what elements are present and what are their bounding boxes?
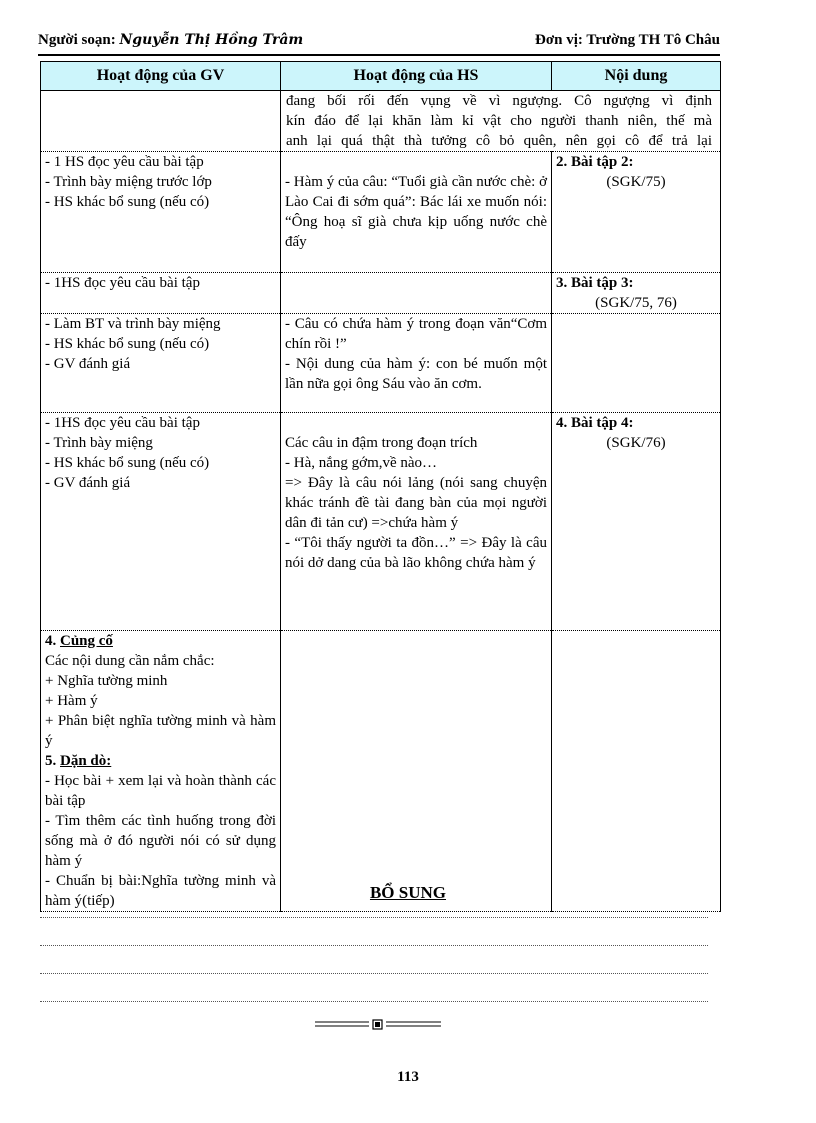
text-paragraph: - Tìm thêm các tình huống trong đời sống mà ở đó người nói có sử dụng hàm ý bbox=[45, 813, 276, 869]
table-row bbox=[41, 413, 721, 631]
text-line: đang bối rối đến vụng về vì ngượng. Cô ngượng vì định bbox=[286, 93, 712, 109]
cell-hs bbox=[281, 273, 552, 314]
table-row bbox=[41, 152, 721, 273]
text-paragraph: Các câu in đậm trong đoạn trích bbox=[285, 435, 478, 451]
exercise-ref: (SGK/75) bbox=[606, 174, 666, 190]
text-line: anh lại quá thật thà tưởng cô bỏ quên, nên gọi cô để trả lại bbox=[286, 133, 712, 149]
text-paragraph: + Nghĩa tường minh bbox=[45, 673, 168, 689]
text-paragraph: - Chuẩn bị bài:Nghĩa tường minh và hàm ý(tiếp) bbox=[45, 873, 276, 909]
cell-gv bbox=[41, 314, 281, 413]
cell-noidung bbox=[552, 314, 721, 413]
table-header-row bbox=[41, 62, 721, 91]
dotted-line bbox=[40, 973, 708, 974]
column-header-gv: Hoạt động của GV bbox=[41, 62, 281, 91]
page-header bbox=[38, 30, 720, 52]
author-name: Nguyễn Thị Hồng Trâm bbox=[119, 32, 304, 48]
supplement-title: BỔ SUNG bbox=[369, 883, 447, 902]
unit: Đơn vị: Trường TH Tô Châu bbox=[535, 32, 720, 48]
exercise-title: 4. Bài tập 4: bbox=[556, 415, 634, 431]
column-header-hs: Hoạt động của HS bbox=[281, 62, 552, 91]
table-row bbox=[41, 91, 721, 152]
text-paragraph: - Câu có chứa hàm ý trong đoạn văn“Cơm chín rồi !” bbox=[285, 316, 547, 352]
text-line: - HS khác bổ sung (nếu có) bbox=[45, 336, 210, 352]
text-line: - Trình bày miệng bbox=[45, 435, 153, 451]
cell-gv bbox=[41, 152, 281, 273]
cell-gv bbox=[41, 631, 281, 912]
text-paragraph: Các nội dung cần nắm chắc: bbox=[45, 653, 215, 669]
section-heading bbox=[45, 631, 276, 651]
author bbox=[38, 32, 303, 49]
text-line: - Làm BT và trình bày miệng bbox=[45, 316, 221, 332]
dotted-line bbox=[40, 945, 708, 946]
exercise-title: 3. Bài tập 3: bbox=[556, 275, 634, 291]
cell-noidung bbox=[552, 273, 721, 314]
author-label: Người soạn: bbox=[38, 32, 116, 48]
cell-gv bbox=[41, 91, 281, 152]
text-line: - GV đánh giá bbox=[45, 356, 131, 372]
dotted-line bbox=[40, 917, 708, 918]
text-paragraph: - Học bài + xem lại và hoàn thành các bài tập bbox=[45, 773, 276, 809]
text-paragraph: - Nội dung của hàm ý: con bé muốn một lần nữa gọi ông Sáu vào ăn cơm. bbox=[285, 356, 547, 392]
cell-hs bbox=[281, 314, 552, 413]
table-row bbox=[41, 273, 721, 314]
section-heading bbox=[45, 751, 276, 771]
ornament-divider-icon bbox=[313, 1017, 443, 1031]
table-row bbox=[41, 314, 721, 413]
text-line: - GV đánh giá bbox=[45, 475, 131, 491]
text-paragraph: - Hàm ý của câu: “Tuổi già cần nước chè: ở Lào Cai đi sớm quá”: Bác lái xe muốn nói: “Ông hoạ sĩ già chưa kịp uống nước chè đấy bbox=[285, 174, 547, 250]
text-line: - Trình bày miệng trước lớp bbox=[45, 174, 212, 190]
cell-hs-continued bbox=[281, 91, 721, 152]
cell-gv bbox=[41, 273, 281, 314]
cell-hs bbox=[281, 631, 552, 912]
section-title: Củng cố bbox=[60, 633, 113, 649]
table-row bbox=[41, 631, 721, 912]
text-line: - 1 HS đọc yêu cầu bài tập bbox=[45, 154, 204, 170]
column-header-noidung: Nội dung bbox=[552, 62, 721, 91]
header-rule bbox=[38, 54, 720, 56]
exercise-title: 2. Bài tập 2: bbox=[556, 154, 634, 170]
exercise-ref: (SGK/75, 76) bbox=[595, 295, 677, 311]
cell-noidung bbox=[552, 631, 721, 912]
text-paragraph: => Đây là câu nói lảng (nói sang chuyện khác tránh đề tài đang bàn của mọi người dân đi tản cư) =>chứa hàm ý bbox=[285, 475, 547, 531]
cell-hs bbox=[281, 413, 552, 631]
text-line: - 1HS đọc yêu cầu bài tập bbox=[45, 275, 200, 291]
exercise-ref: (SGK/76) bbox=[606, 435, 666, 451]
section-number: 4. bbox=[45, 633, 57, 649]
text-paragraph: - “Tôi thấy người ta đồn…” => Đây là câu nói dở dang của bà lão không chứa hàm ý bbox=[285, 535, 547, 571]
cell-noidung bbox=[552, 152, 721, 273]
cell-noidung bbox=[552, 413, 721, 631]
section-number: 5. bbox=[45, 753, 57, 769]
dotted-line bbox=[40, 1001, 708, 1002]
section-title: Dặn dò: bbox=[60, 753, 112, 769]
cell-gv bbox=[41, 413, 281, 631]
text-line: - HS khác bổ sung (nếu có) bbox=[45, 194, 210, 210]
cell-hs bbox=[281, 152, 552, 273]
text-line: - 1HS đọc yêu cầu bài tập bbox=[45, 415, 200, 431]
page-number: 113 bbox=[397, 1069, 419, 1085]
text-line: - HS khác bổ sung (nếu có) bbox=[45, 455, 210, 471]
text-paragraph: + Phân biệt nghĩa tường minh và hàm ý bbox=[45, 713, 276, 749]
lesson-table bbox=[40, 61, 721, 912]
text-paragraph: - Hà, nắng gớm,về nào… bbox=[285, 455, 438, 471]
text-line: kín đáo để lại khăn làm kỉ vật cho người thanh niên, thế mà bbox=[286, 113, 712, 129]
text-paragraph: + Hàm ý bbox=[45, 693, 98, 709]
